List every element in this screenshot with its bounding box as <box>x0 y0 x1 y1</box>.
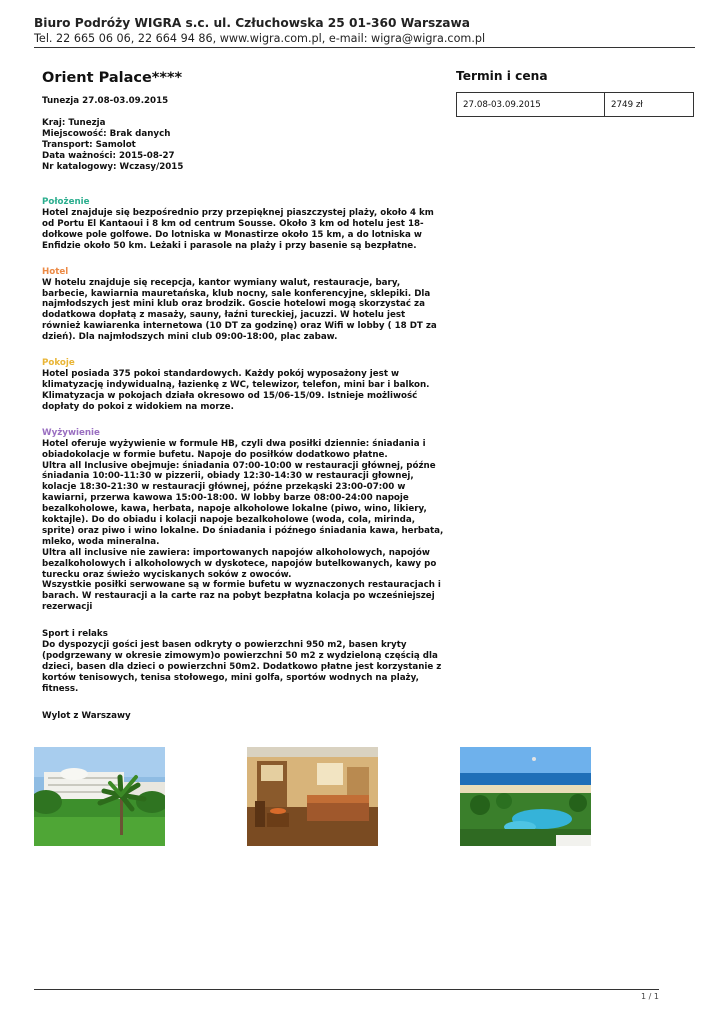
section-title: Wyżywienie <box>42 427 100 438</box>
section-wyzywienie <box>42 428 444 614</box>
header-divider <box>34 47 695 48</box>
section-body: Hotel znajduje się bezpośrednio przy przepięknej piaszczystej plaży, około 4 km od Portu El Kantaoui i 8 km od centrum Sousse. Około 3 km od hotelu jest 18-dołkowe pole golfowe. Do lotniska w Monastirze około 15 km, a do lotniska w Enfidzie około 50 km. Leżaki i parasole na plaży i przy basenie są bezpłatne. <box>42 208 434 251</box>
offer-content <box>42 68 444 722</box>
fact-transport: Transport: Samolot <box>42 140 136 150</box>
section-wylot <box>42 711 444 722</box>
page-number: 1 / 1 <box>641 992 659 1001</box>
page-header <box>34 16 694 46</box>
pricing-title: Termin i cena <box>456 69 548 83</box>
section-title: Położenie <box>42 197 90 207</box>
footer-divider <box>34 989 659 990</box>
table-row <box>457 93 694 117</box>
offer-facts <box>42 118 444 173</box>
photo-hotel-room <box>247 747 378 846</box>
section-paragraph: Wszystkie posiłki serwowane są w formie bufetu w wyznaczonych restauracjach i barach. W restauracji a la carte raz na pobyt bezpłatna kolacja po wcześniejszej rezerwacji <box>42 580 441 613</box>
section-body: W hotelu znajduje się recepcja, kantor wymiany walut, restauracje, bary, barbecie, kawiarnia mauretańska, klub nocny, sale konferencyjne, sklepiki. Dla najmłodszych jest mini klub oraz brodzik. Goscie hotelowi mogą skorzystać za dodatkowa dopłatą z masaży, sauny, łaźni tureckiej, jacuzzi. W hotelu jest również kawiarenka internetowa (10 DT za godzinę) oraz Wifi w lobby ( 18 DT za dzień). Dla najmłodszych mini club 09:00-18:00, plac zabaw. <box>42 277 437 343</box>
section-body: Do dyspozycji gości jest basen odkryty o powierzchni 950 m2, basen kryty (podgrzewany w okresie zimowym)o powierzchni 50 m2 z wydzieloną częścią dla dzieci, basen dla dzieci o powierzchni 50m2. Dodatkowo płatne jest korzystanie z kortów tenisowych, tenisa stołowego, mini golfa, sportów wodnych na plaży, fitness. <box>42 640 442 694</box>
section-hotel <box>42 267 444 343</box>
photo-hotel-exterior <box>34 747 165 846</box>
fact-catalog-number: Nr katalogowy: Wczasy/2015 <box>42 162 184 172</box>
section-paragraph: Ultra all Inclusive obejmuje: śniadania 07:00-10:00 w restauracji głównej, późne śniadania 10:00-11:30 w pizzerii, obiady 12:30-14:30 w restauracji głownej, kolacje 18:30-21:30 w restauracji głównej, późne przekąski 23:00-07:00 w kawiarni, przerwa kawowa 15:00-18:00. W lobby barze 08:00-24:00 napoje bezalkoholowe, kawa, herbata, napoje alkoholowe lokalne (piwo, wino, likiery, koktajle). Do do obiadu i kolacji napoje bezalkoholowe (woda, cola, mirinda, sprite) oraz piwo i wino lokalne. Do śniadania i późnego śniadania kawa, herbata, mleko, woda mineralna. <box>42 460 444 547</box>
photo-pool-sea-view <box>460 747 591 846</box>
fact-validity: Data ważności: 2015-08-27 <box>42 151 175 161</box>
fact-location: Miejscowość: Brak danych <box>42 129 171 139</box>
departure-note: Wylot z Warszawy <box>42 710 131 721</box>
hotel-title: Orient Palace**** <box>42 70 183 86</box>
section-title: Pokoje <box>42 358 75 369</box>
section-title: Hotel <box>42 266 69 277</box>
fact-country: Kraj: Tunezja <box>42 118 106 128</box>
section-paragraph: Ultra all inclusive nie zawiera: importowanych napojów alkoholowych, napojów bezalkoholowych i alkoholowych w dyskotece, napojów butelkowanych, kawy po turecku oraz świeżo wyciskanych soków z owoców. <box>42 547 437 580</box>
company-line: Biuro Podróży WIGRA s.c. ul. Człuchowska 25 01-360 Warszawa <box>34 16 471 30</box>
section-polozenie <box>42 197 444 252</box>
contact-line: Tel. 22 665 06 06, 22 664 94 86, www.wigra.com.pl, e-mail: wigra@wigra.com.pl <box>34 32 486 45</box>
pricing-panel <box>456 68 694 117</box>
destination-dates: Tunezja 27.08-03.09.2015 <box>42 96 169 106</box>
section-sport <box>42 629 444 695</box>
pricing-table <box>456 92 694 117</box>
section-paragraph: Hotel oferuje wyżywienie w formule HB, czyli dwa posiłki dziennie: śniadania i obiadokolacje w formie bufetu. Napoje do posiłków dodatkowo płatne. <box>42 438 426 460</box>
section-title: Sport i relaks <box>42 629 108 640</box>
term-cell: 27.08-03.09.2015 <box>457 93 605 117</box>
price-cell: 2749 zł <box>605 93 694 117</box>
section-body: Hotel posiada 375 pokoi standardowych. Każdy pokój wyposażony jest w klimatyzację indywidualną, łazienkę z WC, telewizor, telefon, mini bar i balkon. Klimatyzacja w pokojach działa okresowo od 15/06-15/09. Istnieje możliwość dopłaty do pokoi z widokiem na morze. <box>42 369 430 412</box>
section-pokoje <box>42 358 444 413</box>
